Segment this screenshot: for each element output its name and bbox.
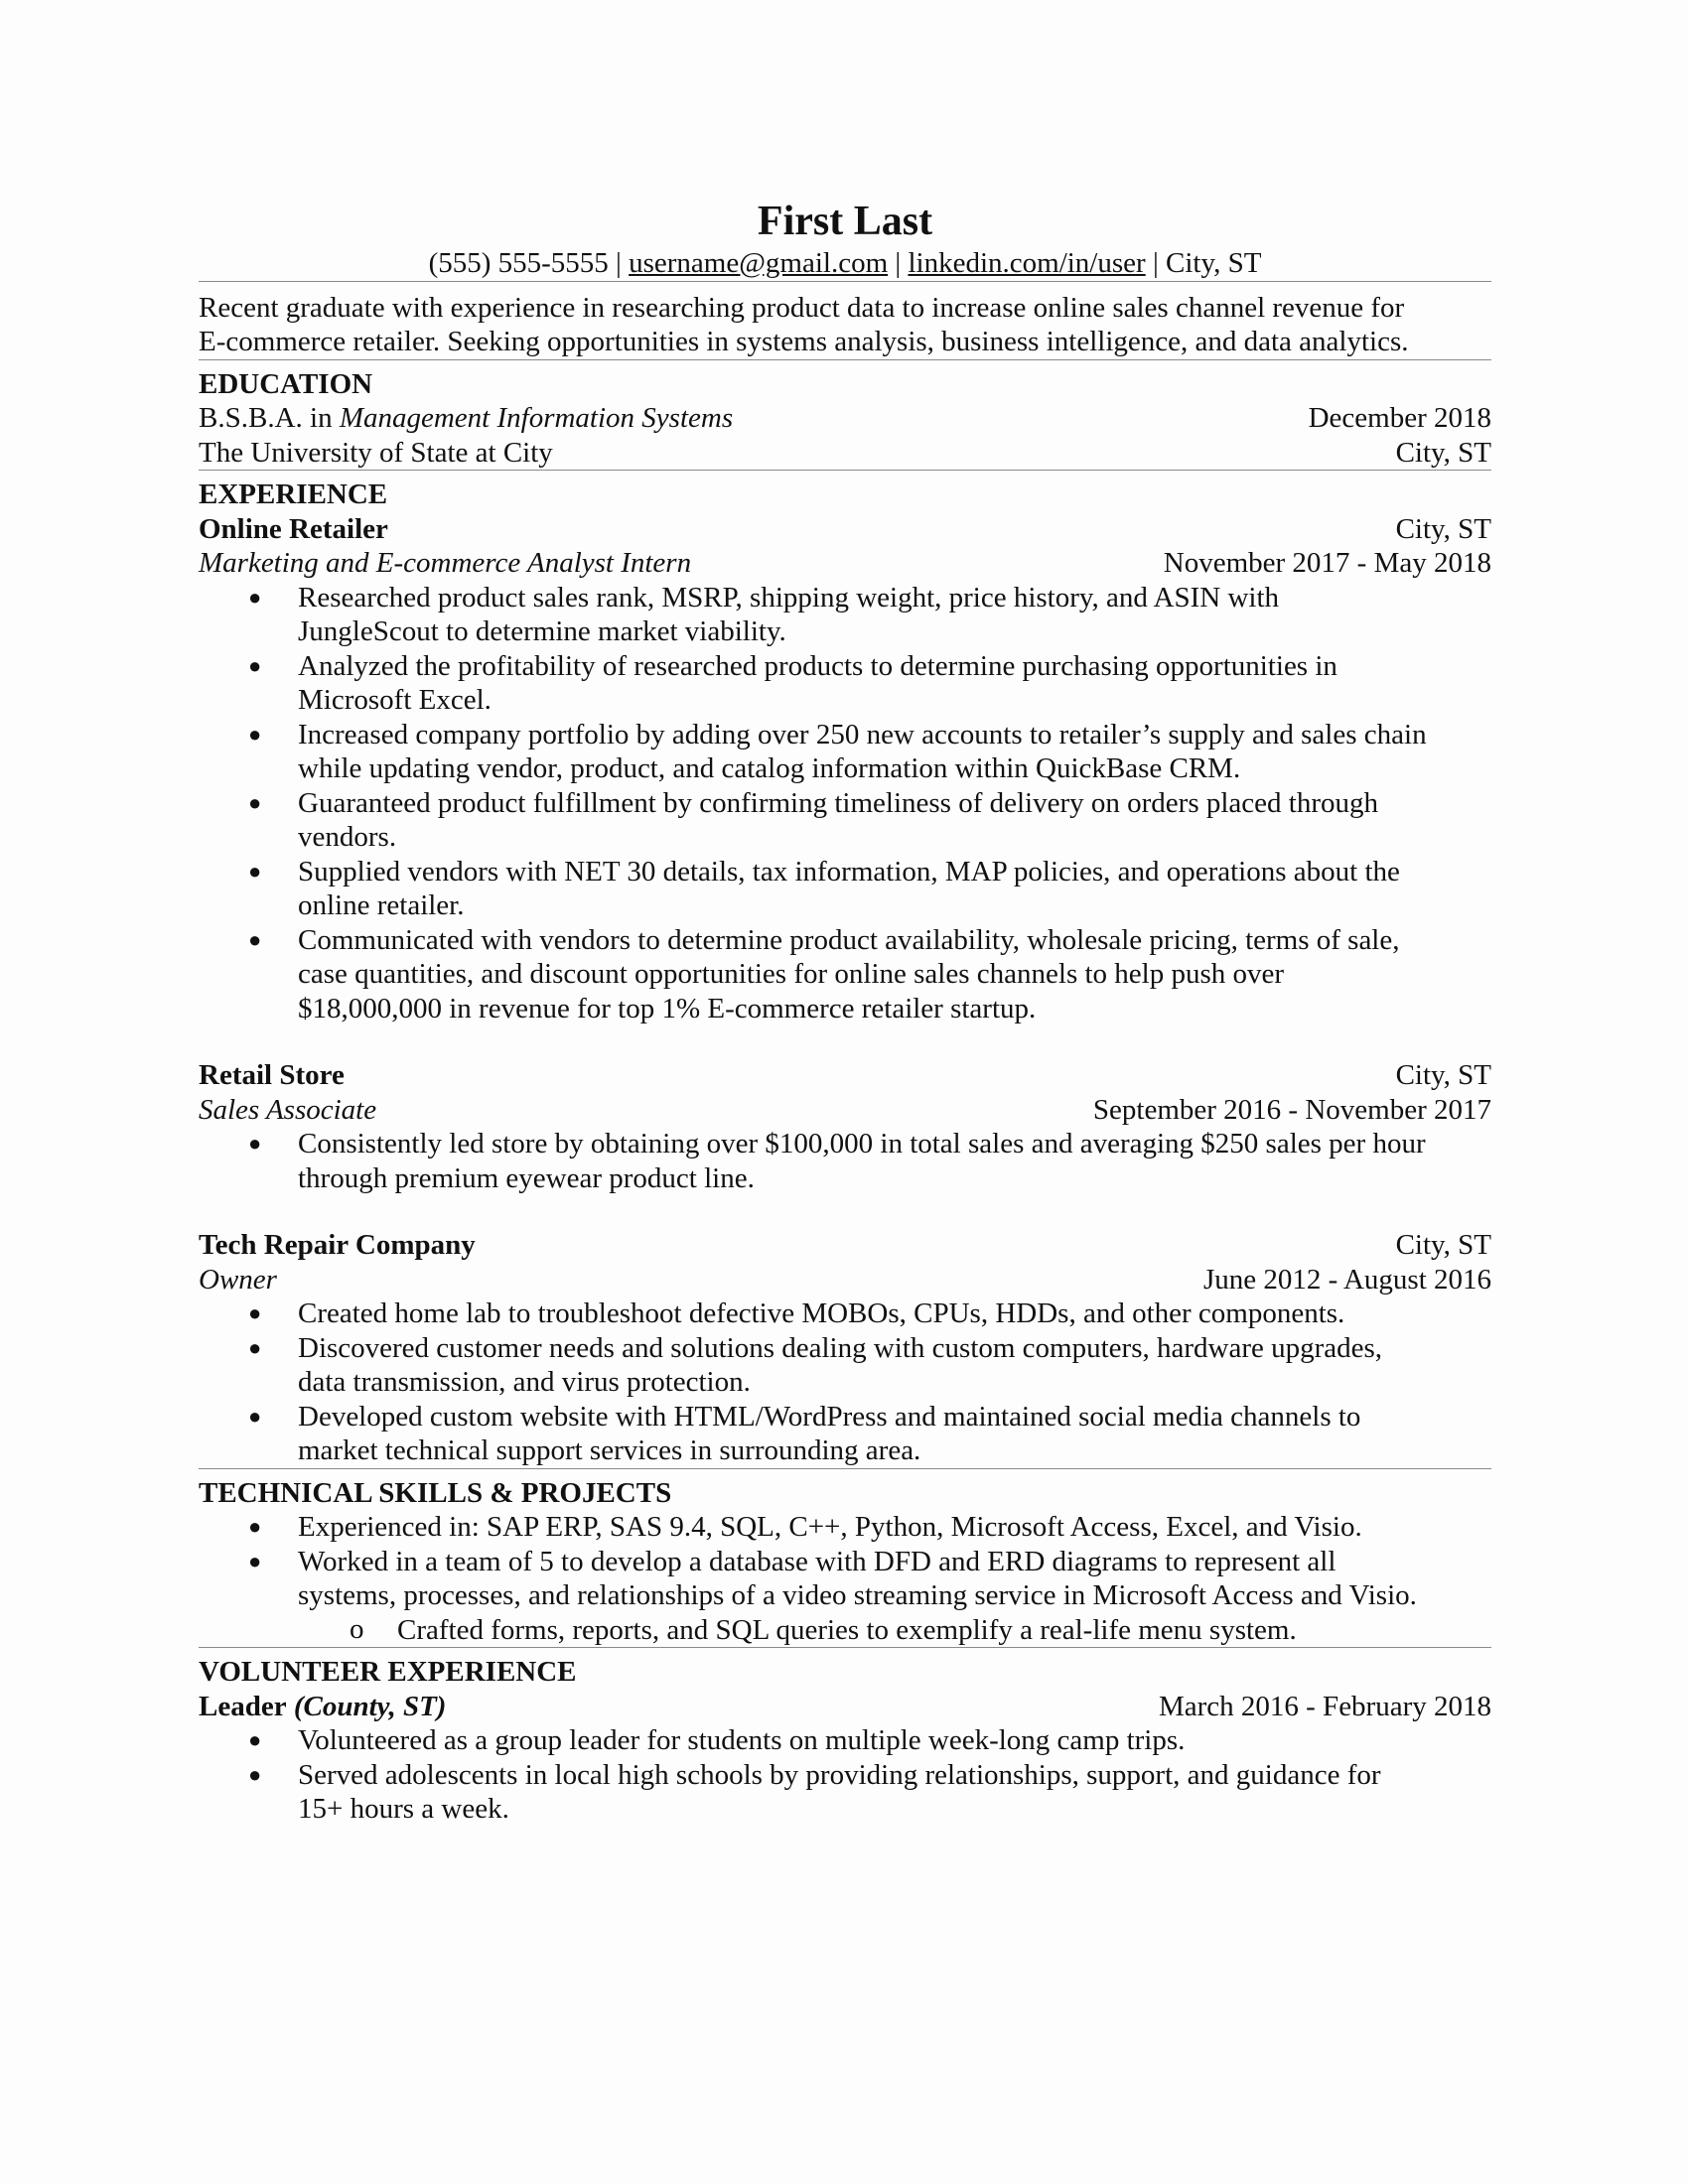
job-bullets xyxy=(199,1297,1491,1468)
skills-bullets xyxy=(199,1510,1491,1613)
company: Retail Store xyxy=(199,1059,345,1091)
bullet-icon: ● xyxy=(248,926,262,952)
email-link[interactable]: username@gmail.com xyxy=(629,247,889,279)
degree-major: Management Information Systems xyxy=(339,402,734,434)
contact-line xyxy=(199,246,1491,281)
bullet-line: Experienced in: SAP ERP, SAS 9.4, SQL, C++, Python, Microsoft Access, Excel, and Visio. xyxy=(298,1511,1362,1543)
divider xyxy=(199,359,1491,360)
job-dates: September 2016 - November 2017 xyxy=(1092,1093,1491,1126)
graduation-date: December 2018 xyxy=(1308,402,1491,434)
education-heading: EDUCATION xyxy=(199,367,373,400)
volunteer-heading: VOLUNTEER EXPERIENCE xyxy=(199,1656,577,1688)
bullet-line: while updating vendor, product, and catalog information within QuickBase CRM. xyxy=(298,752,1241,784)
bullet-line: Worked in a team of 5 to develop a database with DFD and ERD diagrams to represent all xyxy=(298,1545,1336,1577)
bullet-line: Increased company portfolio by adding over 250 new accounts to retailer’s supply and sales chain xyxy=(298,718,1427,751)
school-location: City, ST xyxy=(1395,436,1491,469)
summary-line: E-commerce retailer. Seeking opportunities in systems analysis, business intelligence, and data analytics. xyxy=(199,326,1409,357)
job-company-row xyxy=(199,1228,1491,1263)
job-location: City, ST xyxy=(1395,1229,1491,1261)
bullet-item xyxy=(199,1400,1491,1468)
bullet-line: Guaranteed product fulfillment by confirming timeliness of delivery on orders placed through xyxy=(298,786,1378,819)
bullet-item xyxy=(199,1510,1491,1545)
bullet-line: systems, processes, and relationships of a video streaming service in Microsoft Access and Visio. xyxy=(298,1579,1417,1611)
job-company-row xyxy=(199,1058,1491,1093)
summary-line: Recent graduate with experience in researching product data to increase online sales channel revenue for xyxy=(199,291,1405,324)
separator: | xyxy=(1152,247,1159,279)
bullet-icon: ● xyxy=(248,1300,262,1325)
bullet-line: $18,000,000 in revenue for top 1% E-commerce retailer startup. xyxy=(298,992,1037,1024)
sub-bullet-item xyxy=(199,1613,1491,1648)
job-title-row xyxy=(199,1263,1491,1297)
job-dates: June 2012 - August 2016 xyxy=(1203,1263,1491,1296)
bullet-item xyxy=(199,718,1491,786)
job-entry xyxy=(199,1058,1491,1195)
job-title: Sales Associate xyxy=(199,1093,377,1126)
linkedin-link[interactable]: linkedin.com/in/user xyxy=(908,247,1146,279)
bullet-icon: ● xyxy=(248,789,262,815)
volunteer-bullets xyxy=(199,1723,1491,1827)
bullet-item xyxy=(199,923,1491,1026)
bullet-line: JungleScout to determine market viability. xyxy=(298,615,786,647)
bullet-line: 15+ hours a week. xyxy=(298,1793,509,1825)
job-title-row xyxy=(199,546,1491,581)
summary xyxy=(199,291,1491,359)
divider xyxy=(199,1647,1491,1648)
company: Tech Repair Company xyxy=(199,1229,476,1261)
bullet-line: data transmission, and virus protection. xyxy=(298,1366,751,1398)
job-bullets xyxy=(199,1127,1491,1195)
bullet-icon: ● xyxy=(248,652,262,678)
bullet-line: Analyzed the profitability of researched products to determine purchasing opportunities in xyxy=(298,649,1337,682)
bullet-item xyxy=(199,1545,1491,1613)
resume-content xyxy=(199,197,1491,1827)
bullet-item xyxy=(199,1758,1491,1827)
job-company-row xyxy=(199,512,1491,547)
bullet-item xyxy=(199,1723,1491,1758)
bullet-line: Supplied vendors with NET 30 details, tax information, MAP policies, and operations about the xyxy=(298,855,1400,887)
job-title-row xyxy=(199,1093,1491,1128)
school: The University of State at City xyxy=(199,436,553,469)
bullet-line: Created home lab to troubleshoot defective MOBOs, CPUs, HDDs, and other components. xyxy=(298,1297,1345,1329)
volunteer-dates: March 2016 - February 2018 xyxy=(1158,1690,1491,1722)
bullet-line: Discovered customer needs and solutions dealing with custom computers, hardware upgrades, xyxy=(298,1331,1383,1364)
bullet-line: Served adolescents in local high schools by providing relationships, support, and guidance for xyxy=(298,1758,1381,1791)
bullet-icon: ● xyxy=(248,1548,262,1573)
bullet-item xyxy=(199,786,1491,855)
bullet-item xyxy=(199,1127,1491,1195)
bullet-line: Volunteered as a group leader for students on multiple week-long camp trips. xyxy=(298,1724,1186,1756)
bullet-line: market technical support services in surrounding area. xyxy=(298,1434,921,1466)
job-entry xyxy=(199,1228,1491,1468)
circle-bullet-icon: o xyxy=(350,1612,364,1645)
bullet-icon: ● xyxy=(248,1131,262,1156)
volunteer-role xyxy=(199,1690,446,1724)
bullet-line: through premium eyewear product line. xyxy=(298,1161,755,1194)
job-title: Marketing and E-commerce Analyst Intern xyxy=(199,547,692,579)
skills-heading: TECHNICAL SKILLS & PROJECTS xyxy=(199,1476,672,1509)
skills-sub-bullets xyxy=(199,1613,1491,1648)
volunteer-role-row xyxy=(199,1690,1491,1724)
bullet-line: Communicated with vendors to determine product availability, wholesale pricing, terms of sale, xyxy=(298,923,1400,956)
experience-heading: EXPERIENCE xyxy=(199,478,388,510)
bullet-icon: ● xyxy=(248,721,262,747)
job-bullets xyxy=(199,581,1491,1026)
bullet-icon: ● xyxy=(248,1727,262,1752)
role-title: Leader xyxy=(199,1690,287,1722)
bullet-line: case quantities, and discount opportunities for online sales channels to help push over xyxy=(298,958,1285,990)
separator: | xyxy=(616,247,622,279)
education-school-row xyxy=(199,436,1491,471)
job-title: Owner xyxy=(199,1263,277,1296)
bullet-line: online retailer. xyxy=(298,889,465,921)
job-location: City, ST xyxy=(1395,512,1491,545)
bullet-item xyxy=(199,1297,1491,1331)
bullet-line: Crafted forms, reports, and SQL queries to exemplify a real-life menu system. xyxy=(397,1613,1297,1646)
bullet-line: Developed custom website with HTML/WordPress and maintained social media channels to xyxy=(298,1400,1361,1433)
bullet-line: vendors. xyxy=(298,821,397,853)
candidate-name: First Last xyxy=(757,199,933,244)
bullet-icon: ● xyxy=(248,1514,262,1539)
bullet-icon: ● xyxy=(248,1403,262,1429)
bullet-line: Consistently led store by obtaining over $100,000 in total sales and averaging $250 sales per hour xyxy=(298,1128,1426,1160)
divider xyxy=(199,281,1491,282)
education-degree-row xyxy=(199,401,1491,436)
bullet-line: Microsoft Excel. xyxy=(298,684,492,716)
bullet-item xyxy=(199,1331,1491,1400)
bullet-icon: ● xyxy=(248,584,262,610)
bullet-line: Researched product sales rank, MSRP, shipping weight, price history, and ASIN with xyxy=(298,581,1280,614)
job-dates: November 2017 - May 2018 xyxy=(1163,547,1491,579)
bullet-item xyxy=(199,855,1491,923)
bullet-item xyxy=(199,581,1491,649)
bullet-icon: ● xyxy=(248,1334,262,1360)
degree xyxy=(199,401,733,436)
bullet-icon: ● xyxy=(248,1761,262,1787)
bullet-icon: ● xyxy=(248,858,262,884)
phone: (555) 555-5555 xyxy=(428,247,609,279)
degree-prefix: B.S.B.A. in xyxy=(199,402,333,434)
divider xyxy=(199,1468,1491,1469)
divider xyxy=(199,470,1491,471)
separator: | xyxy=(895,247,902,279)
bullet-item xyxy=(199,649,1491,718)
job-location: City, ST xyxy=(1395,1059,1491,1091)
job-entry xyxy=(199,512,1491,1026)
role-org: (County, ST) xyxy=(293,1690,447,1722)
company: Online Retailer xyxy=(199,512,388,545)
location: City, ST xyxy=(1166,247,1262,279)
